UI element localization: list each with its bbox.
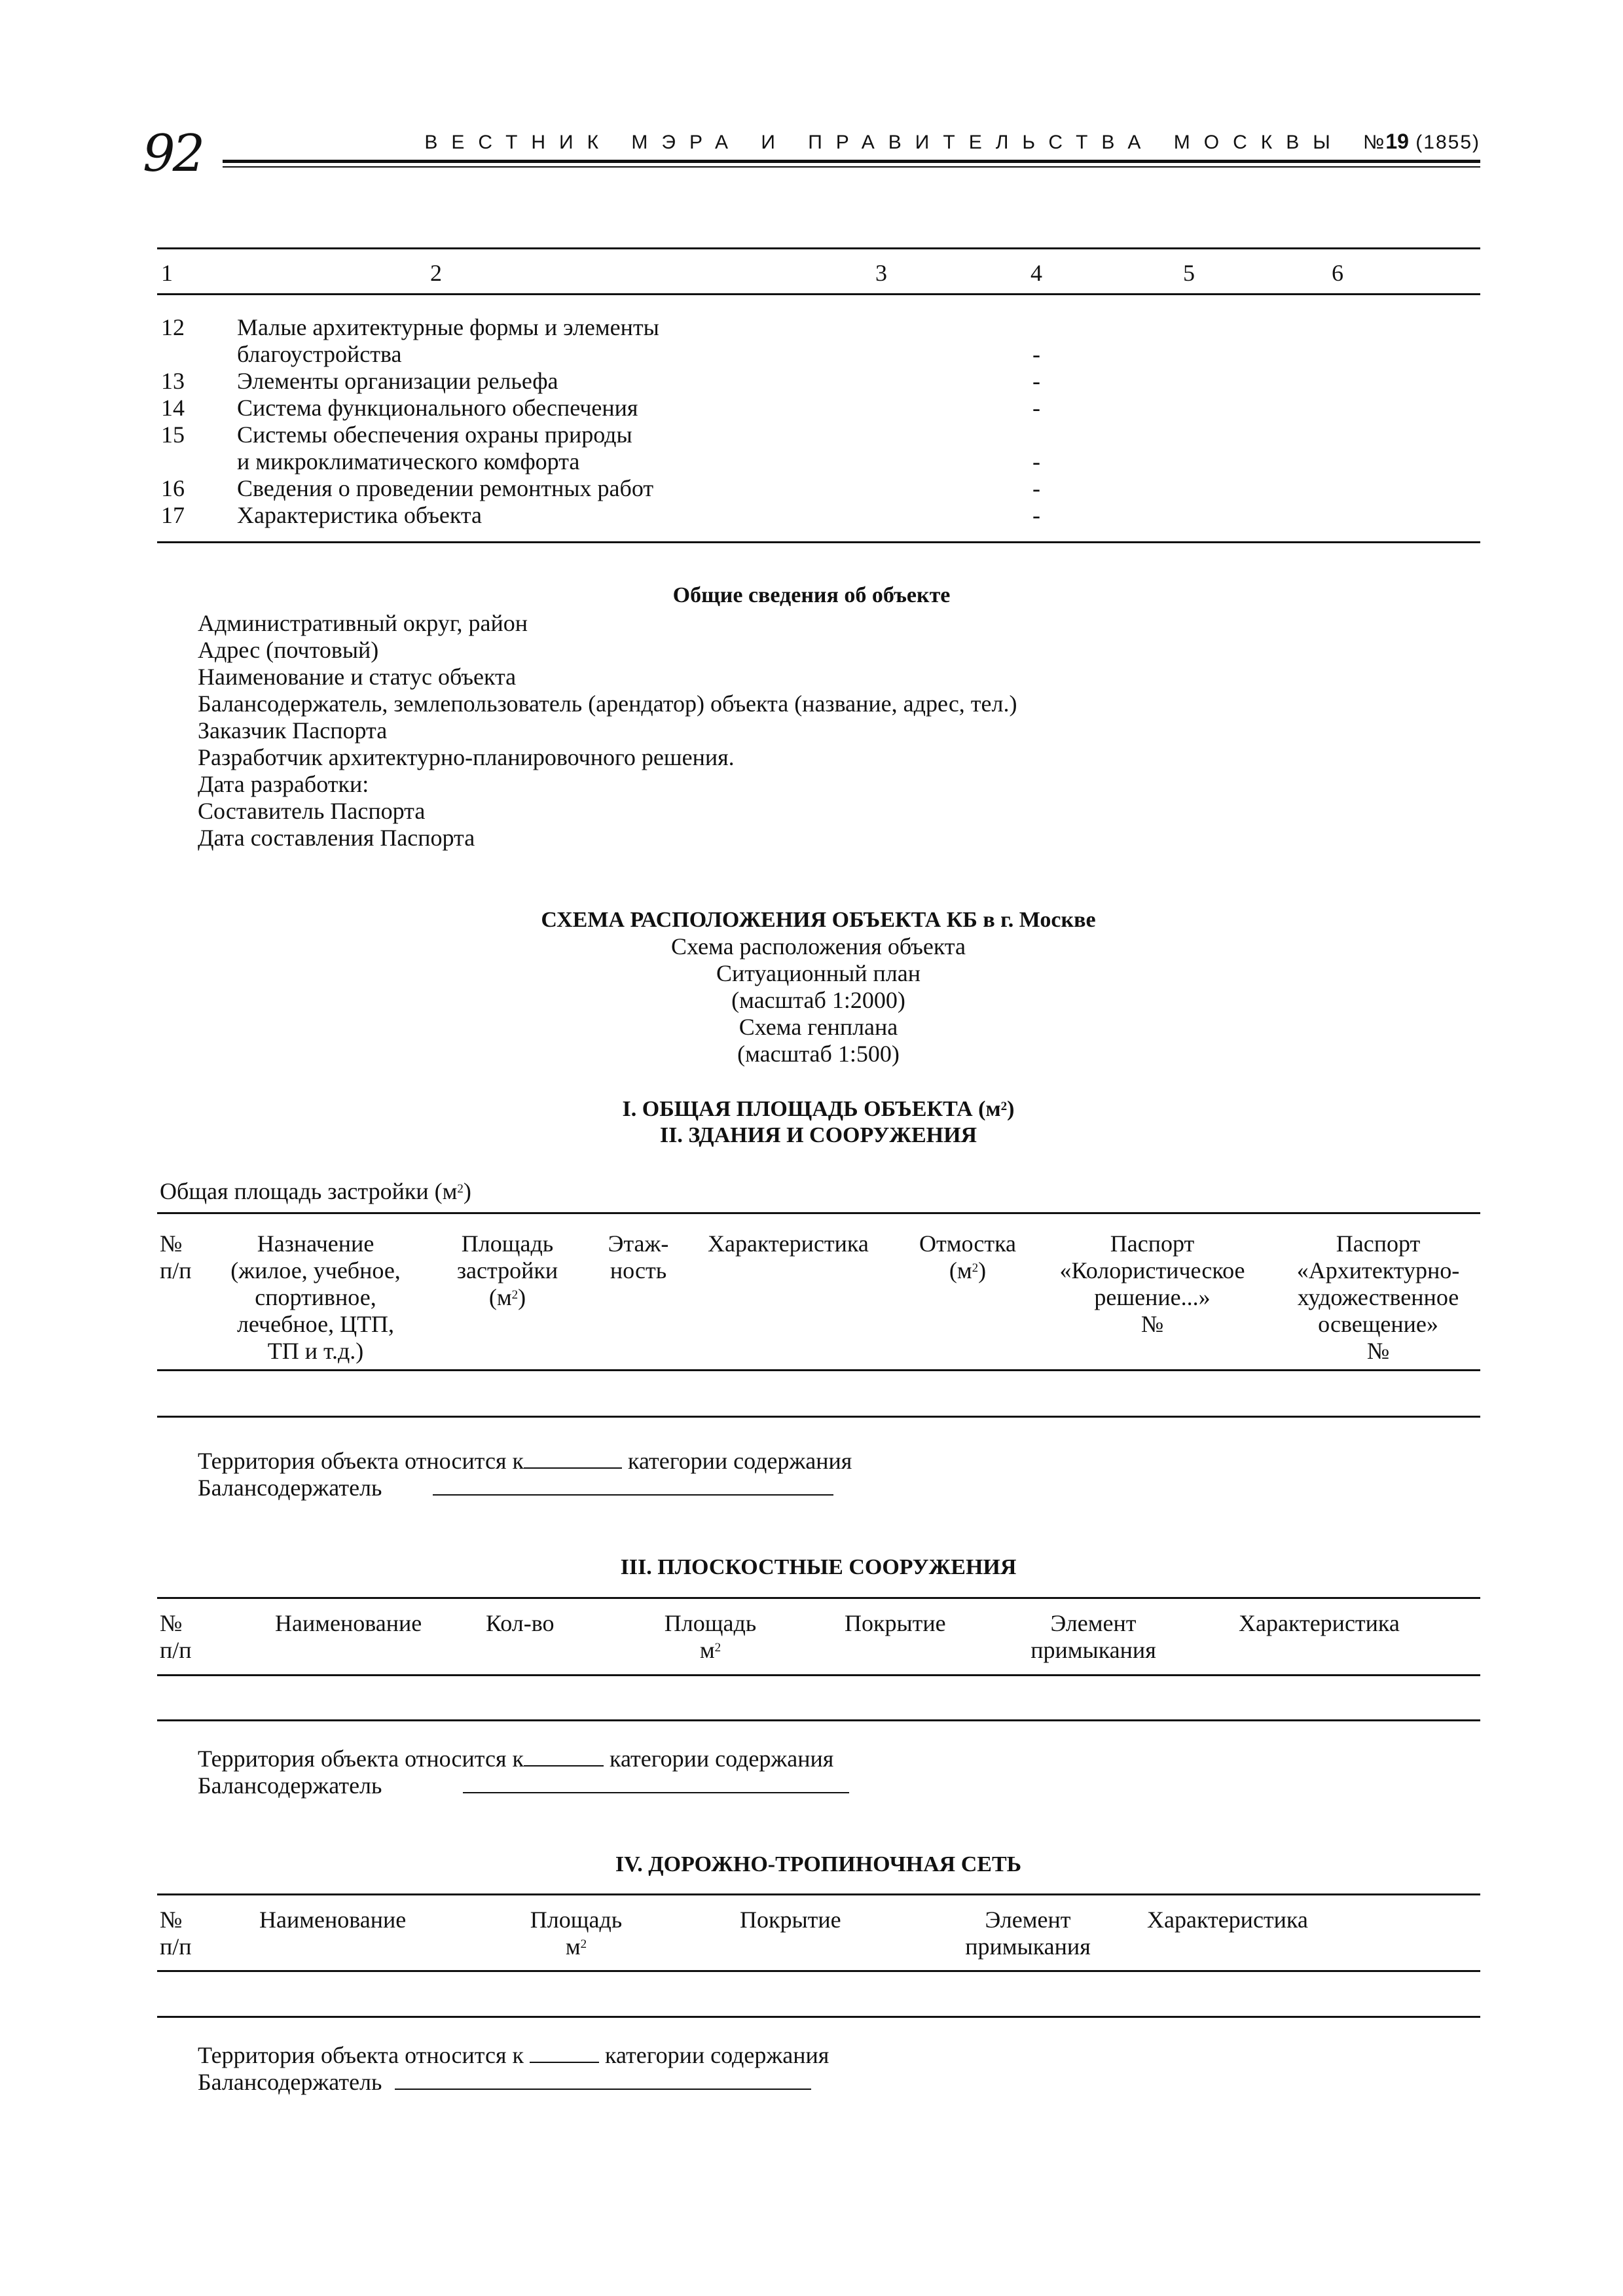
total-area-label: Общая площадь застройки $(м^2)$ — [160, 1178, 471, 1204]
col-number-6: 6 — [1332, 260, 1343, 286]
th-building-area: Площадь застройки $(м^2)$ — [456, 1230, 558, 1310]
th-element: Элемент примыкания — [965, 1907, 1091, 1960]
table4-top-border — [157, 1893, 1480, 1895]
th-area: Площадь $м^2$ — [530, 1907, 623, 1960]
table4-header-border — [157, 1970, 1480, 1972]
col-number-4: 4 — [1030, 260, 1042, 286]
table1-top-border — [157, 1212, 1480, 1214]
table-row-text: Сведения о проведении ремонтных работ — [237, 475, 654, 501]
table-header-border — [157, 293, 1480, 295]
table-row-number: 14 — [161, 395, 185, 421]
general-info-line: Адрес (почтовый) — [198, 637, 379, 663]
th-purpose: Назначение (жилое, учебное, спортивное, лечебное, ЦТП, ТП и т.д.) — [230, 1230, 401, 1364]
holder-blank-field[interactable] — [395, 2069, 811, 2090]
section4-title: IV. ДОРОЖНО-ТРОПИНОЧНАЯ СЕТЬ — [615, 1852, 1022, 1876]
table-row-dash: - — [1032, 341, 1040, 367]
table-row-dash: - — [1032, 448, 1040, 475]
th-count: Кол-во — [486, 1610, 555, 1636]
th-colour-passport: Паспорт «Колористическое решение...» № — [1059, 1230, 1245, 1337]
scheme-line: Схема расположения объекта — [670, 933, 966, 960]
table-row-text: Система функционального обеспечения — [237, 395, 638, 421]
th-characteristic: Характеристика — [1147, 1907, 1308, 1933]
table3-top-border — [157, 1597, 1480, 1599]
section2-title: II. ЗДАНИЯ И СООРУЖЕНИЯ — [659, 1123, 977, 1147]
general-info-title: Общие сведения об объекте — [672, 583, 951, 607]
header-rule-thick — [223, 160, 1480, 163]
page-number: 92 — [143, 124, 203, 183]
th-cover: Покрытие — [845, 1610, 946, 1636]
th-lighting-passport: Паспорт «Архитектурно- художественное освещение» № — [1296, 1230, 1460, 1364]
table-row-text: и микроклиматического комфорта — [237, 448, 580, 475]
header-rule-thin — [223, 166, 1480, 168]
th-floors: Этаж- ность — [608, 1230, 669, 1283]
table3-bottom-border — [157, 1719, 1480, 1721]
th-name: Наименование — [275, 1610, 422, 1636]
journal-title: ВЕСТНИК МЭРА И ПРАВИТЕЛЬСТВА МОСКВЫ — [424, 132, 1344, 153]
territory-category-line: Территория объекта относится к категории содержания — [198, 2042, 830, 2068]
scheme-line: Ситуационный план — [716, 960, 921, 986]
table-row-dash: - — [1032, 475, 1040, 501]
th-area: Площадь $м^2$ — [664, 1610, 757, 1663]
balance-holder-line: Балансодержатель — [198, 1772, 849, 1799]
journal-header — [424, 130, 1480, 154]
th-element: Элемент примыкания — [1030, 1610, 1156, 1663]
table-row-number: 15 — [161, 422, 185, 448]
table-row-text: Малые архитектурные формы и элементы — [237, 314, 659, 340]
col-number-5: 5 — [1183, 260, 1195, 286]
th-otmostka: Отмостка $(м^2)$ — [919, 1230, 1017, 1283]
col-number-1: 1 — [161, 260, 173, 286]
category-blank-field[interactable] — [524, 1448, 622, 1469]
th-characteristic: Характеристика — [708, 1230, 869, 1257]
th-number: № п/п — [160, 1610, 192, 1663]
table1-bottom-border — [157, 1416, 1480, 1418]
table3-header-border — [157, 1674, 1480, 1676]
col-number-3: 3 — [875, 260, 887, 286]
scheme-title: СХЕМА РАСПОЛОЖЕНИЯ ОБЪЕКТА КБ в г. Москве — [541, 908, 1096, 932]
general-info-line: Разработчик архитектурно-планировочного решения. — [198, 744, 735, 770]
table-row-text: Элементы организации рельефа — [237, 368, 558, 394]
th-cover: Покрытие — [740, 1907, 841, 1933]
category-blank-field[interactable] — [530, 2042, 599, 2063]
th-characteristic: Характеристика — [1239, 1610, 1400, 1636]
balance-holder-line: Балансодержатель — [198, 2069, 811, 2096]
general-info-line: Заказчик Паспорта — [198, 717, 388, 744]
scheme-line: (масштаб 1:2000) — [731, 987, 905, 1013]
table1-header-border — [157, 1369, 1480, 1371]
th-number: № п/п — [160, 1230, 192, 1283]
table-row-number: 13 — [161, 368, 185, 394]
table-bottom-border — [157, 541, 1480, 543]
section1-title: I. ОБЩАЯ ПЛОЩАДЬ ОБЪЕКТА $(м^2)$ — [622, 1097, 1015, 1121]
holder-blank-field[interactable] — [433, 1475, 833, 1496]
th-number: № п/п — [160, 1907, 192, 1960]
holder-blank-field[interactable] — [463, 1772, 849, 1793]
category-blank-field[interactable] — [524, 1746, 604, 1767]
territory-category-line: Территория объекта относится к категории содержания — [198, 1448, 852, 1474]
table-row-text: Системы обеспечения охраны природы — [237, 422, 632, 448]
general-info-list — [198, 610, 1017, 852]
table-row-number: 16 — [161, 475, 185, 501]
general-info-line: Дата разработки: — [198, 771, 369, 797]
table4-bottom-border — [157, 2016, 1480, 2018]
table-row-dash: - — [1032, 395, 1040, 421]
scheme-line: (масштаб 1:500) — [737, 1041, 900, 1067]
table-row-text: благоустройства — [237, 341, 402, 367]
section3-title: III. ПЛОСКОСТНЫЕ СООРУЖЕНИЯ — [620, 1555, 1017, 1579]
table-row-text: Характеристика объекта — [237, 502, 483, 528]
scheme-block — [393, 906, 1244, 1067]
general-info-line: Дата составления Паспорта — [198, 825, 475, 851]
scheme-line: Схема генплана — [739, 1014, 898, 1040]
table-row-number: 17 — [161, 502, 185, 528]
general-info-line: Административный округ, район — [198, 610, 528, 636]
balance-holder-line: Балансодержатель — [198, 1475, 833, 1501]
general-info-line: Составитель Паспорта — [198, 798, 426, 824]
general-info-line: Балансодержатель, землепользователь (арендатор) объекта (название, адрес, тел.) — [198, 691, 1017, 717]
issue-number: №19 (1855) — [1363, 130, 1480, 153]
table-top-border — [157, 247, 1480, 249]
table-row-number: 12 — [161, 314, 185, 340]
col-number-2: 2 — [430, 260, 442, 286]
territory-category-line: Территория объекта относится к категории содержания — [198, 1746, 834, 1772]
general-info-line: Наименование и статус объекта — [198, 664, 517, 690]
table-row-dash: - — [1032, 502, 1040, 528]
th-name: Наименование — [259, 1907, 407, 1933]
table-row-dash: - — [1032, 368, 1040, 394]
